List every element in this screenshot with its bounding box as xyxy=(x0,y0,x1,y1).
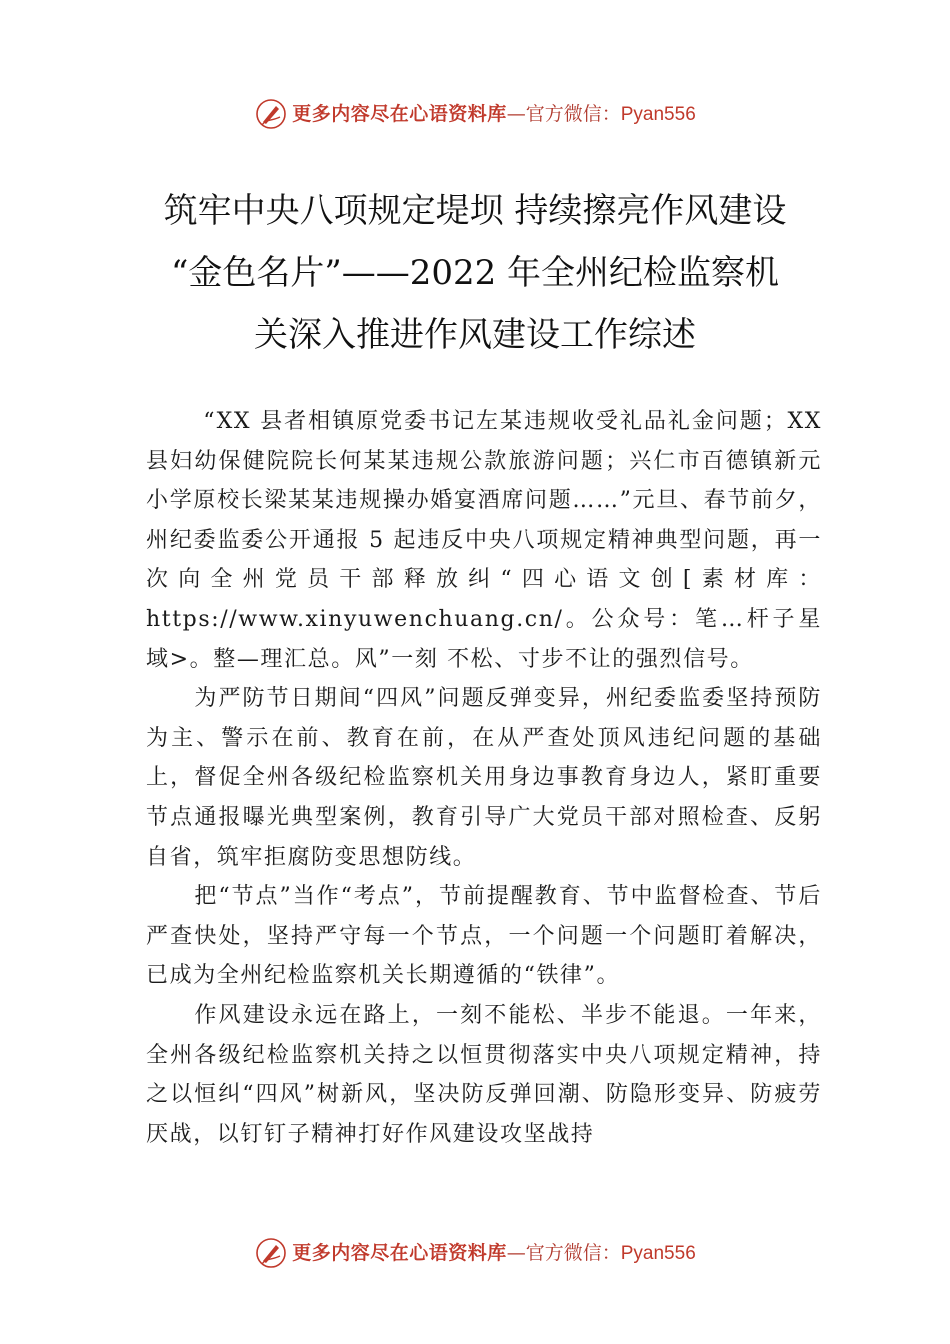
pen-scroll-logo-icon xyxy=(254,1236,288,1270)
banner-sub-text: 官方微信： xyxy=(525,102,621,125)
document-title xyxy=(120,180,830,366)
title-line: 筑牢中央八项规定堤坝 持续擦亮作风建设 xyxy=(163,191,787,231)
banner-wechat-id: Pyan556 xyxy=(620,1242,696,1264)
pen-scroll-logo-icon xyxy=(254,97,288,131)
banner-sub-text: 官方微信： xyxy=(525,1241,621,1264)
title-line: 关深入推进作风建设工作综述 xyxy=(254,315,696,355)
body-paragraph: “XX 县者相镇原党委书记左某违规收受礼品礼金问题；XX 县妇幼保健院院长何某某违规公款旅游问题；兴仁市百德镇新元小学原校长梁某某违规操办婚宴酒席问题……”元旦、春节前夕，州纪委监委公开通报 5 起违反中央八项规定精神典型问题，再一次向全州党员干部释放纠“四心语文创[素材库：https://www.xinyuwenchuang.cn/。公众号：笔…杆子星域>。整—理汇总。风”一刻 不松、寸步不让的强烈信号。 xyxy=(146,409,822,672)
banner-main-text: 更多内容尽在心语资料库 xyxy=(292,1241,507,1264)
title-line: “金色名片”——2022 年全州纪检监察机 xyxy=(170,253,780,293)
body-paragraph: 作风建设永远在路上，一刻不能松、半步不能退。一年来，全州各级纪检监察机关持之以恒贯彻落实中央八项规定精神，持之以恒纠“四风”树新风，坚决防反弹回潮、防隐形变异、防疲劳厌战，以钉钉子精神打好作风建设攻坚战持 xyxy=(146,1002,822,1147)
body-paragraph: 为严防节日期间“四风”问题反弹变异，州纪委监委坚持预防为主、警示在前、教育在前，在从严查处顶风违纪问题的基础上，督促全州各级纪检监察机关用身边事教育身边人，紧盯重要节点通报曝光典型案例，教育引导广大党员干部对照检查、反躬自省，筑牢拒腐防变思想防线。 xyxy=(146,686,822,870)
header-banner xyxy=(0,94,950,134)
document-body xyxy=(146,402,822,1154)
banner-dash: — xyxy=(506,102,526,125)
banner-dash: — xyxy=(506,1241,526,1264)
footer-banner xyxy=(0,1233,950,1273)
banner-main-text: 更多内容尽在心语资料库 xyxy=(292,102,507,125)
banner-wechat-id: Pyan556 xyxy=(620,103,696,125)
body-paragraph: 把“节点”当作“考点”，节前提醒教育、节中监督检查、节后严查快处，坚持严守每一个节点，一个问题一个问题盯着解决，已成为全州纪检监察机关长期遵循的“铁律”。 xyxy=(146,884,822,989)
